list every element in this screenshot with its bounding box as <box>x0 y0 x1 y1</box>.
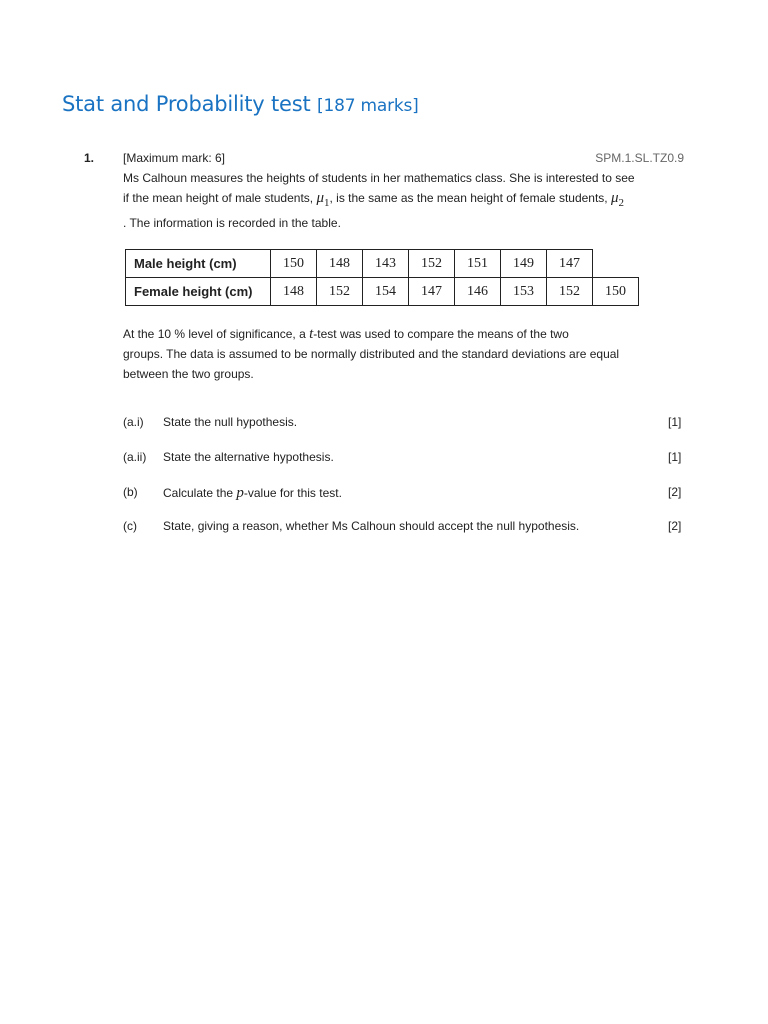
table-cell: 154 <box>363 278 409 306</box>
max-mark: [Maximum mark: 6] <box>123 151 226 165</box>
mu2-symbol: $\mu_2$ <box>610 190 625 209</box>
table-cell: 152 <box>547 278 593 306</box>
table-cell: 143 <box>363 250 409 278</box>
table-cell: 148 <box>317 250 363 278</box>
table-cell: 150 <box>271 250 317 278</box>
test-line-1 <box>123 324 648 344</box>
table-row <box>126 278 639 306</box>
table-row <box>126 250 639 278</box>
intro-text-a: if the mean height of male students, <box>123 191 317 205</box>
part-marks: [1] <box>668 450 682 464</box>
empty-cell <box>593 250 639 278</box>
table-cell: 152 <box>409 250 455 278</box>
intro-line-1: Ms Calhoun measures the heights of students in her mathematics class. She is interested to see <box>123 171 635 185</box>
table-cell: 149 <box>501 250 547 278</box>
table-cell: 151 <box>455 250 501 278</box>
question-intro <box>123 168 648 233</box>
test-line-2: groups. The data is assumed to be normally distributed and the standard deviations are equal <box>123 347 620 361</box>
male-header: Male height (cm) <box>126 250 271 278</box>
part-text: State the null hypothesis. <box>163 415 298 429</box>
part-marks: [2] <box>668 519 682 533</box>
part-text: State the alternative hypothesis. <box>163 450 334 464</box>
test-line-3: between the two groups. <box>123 367 254 381</box>
t-symbol: t <box>309 326 314 342</box>
test-text-a: At the 10 % level of significance, a <box>123 327 310 341</box>
part-label: (a.i) <box>123 415 144 429</box>
intro-line-3: . The information is recorded in the table. <box>123 216 341 230</box>
question-number: 1. <box>84 151 95 165</box>
female-header: Female height (cm) <box>126 278 271 306</box>
height-table <box>125 249 639 306</box>
table-cell: 148 <box>271 278 317 306</box>
test-text-b: -test was used to compare the means of the two <box>313 327 569 341</box>
intro-line-2 <box>123 188 648 213</box>
table-cell: 146 <box>455 278 501 306</box>
part-label: (b) <box>123 485 138 499</box>
table-cell: 147 <box>547 250 593 278</box>
part-text: Calculate the p-value for this test. <box>163 485 342 501</box>
title-text: Stat and Probability test <box>62 92 311 116</box>
mu1-symbol: $\mu_1$ <box>316 190 330 209</box>
part-label: (c) <box>123 519 137 533</box>
table-cell: 147 <box>409 278 455 306</box>
intro-text-b: , is the same as the mean height of female students, <box>329 191 611 205</box>
test-description <box>123 324 648 384</box>
table-cell: 150 <box>593 278 639 306</box>
part-label: (a.ii) <box>123 450 147 464</box>
part-marks: [1] <box>668 415 682 429</box>
table-cell: 152 <box>317 278 363 306</box>
question-reference: SPM.1.SL.TZ0.9 <box>595 151 684 165</box>
page-title <box>62 92 419 116</box>
title-marks: [187 marks] <box>317 96 419 116</box>
part-marks: [2] <box>668 485 682 499</box>
part-text: State, giving a reason, whether Ms Calhoun should accept the null hypothesis. <box>163 519 580 533</box>
table-cell: 153 <box>501 278 547 306</box>
p-symbol: p <box>236 485 244 501</box>
